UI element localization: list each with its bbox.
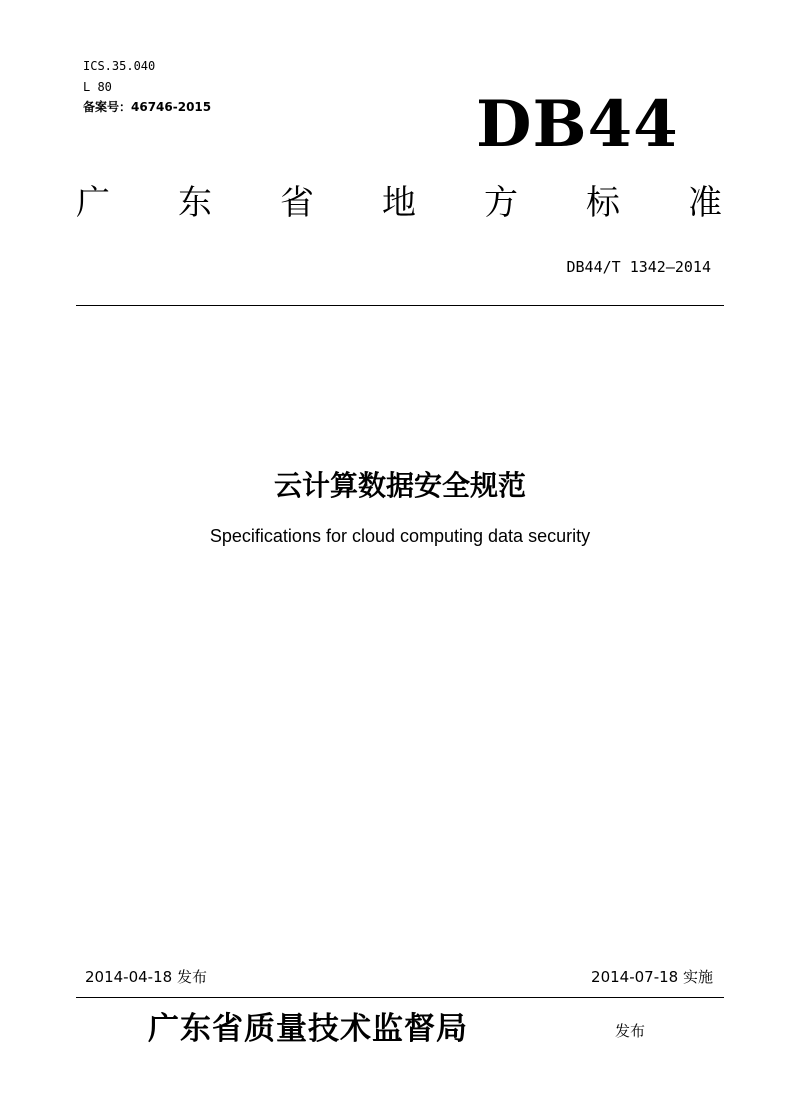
standard-type-char: 准 <box>688 183 722 223</box>
standard-type-char: 标 <box>586 183 620 223</box>
standard-type-char: 广 <box>76 183 110 223</box>
publish-date: 2014-04-18 发布 <box>85 968 207 986</box>
standard-number: DB44/T 1342—2014 <box>566 258 711 276</box>
record-number: 备案号：46746-2015 <box>83 100 212 114</box>
implement-date: 2014-07-18 实施 <box>591 968 713 986</box>
title-chinese: 云计算数据安全规范 <box>273 469 526 502</box>
standard-logo: DB44 <box>476 87 679 162</box>
title-english: Specifications for cloud computing data security <box>209 526 591 546</box>
top-divider <box>76 305 724 306</box>
issuing-authority: 广东省质量技术监督局 <box>148 1011 468 1047</box>
issued-label: 发布 <box>615 1022 646 1040</box>
bottom-divider <box>76 997 724 998</box>
standard-type-char: 方 <box>484 183 518 223</box>
standard-type-char: 省 <box>280 183 314 223</box>
standard-type-char: 地 <box>382 183 416 223</box>
standard-type-char: 东 <box>178 183 212 223</box>
classification-code: L 80 <box>83 80 112 94</box>
ics-code: ICS.35.040 <box>83 59 156 73</box>
standard-type-heading <box>76 182 722 224</box>
